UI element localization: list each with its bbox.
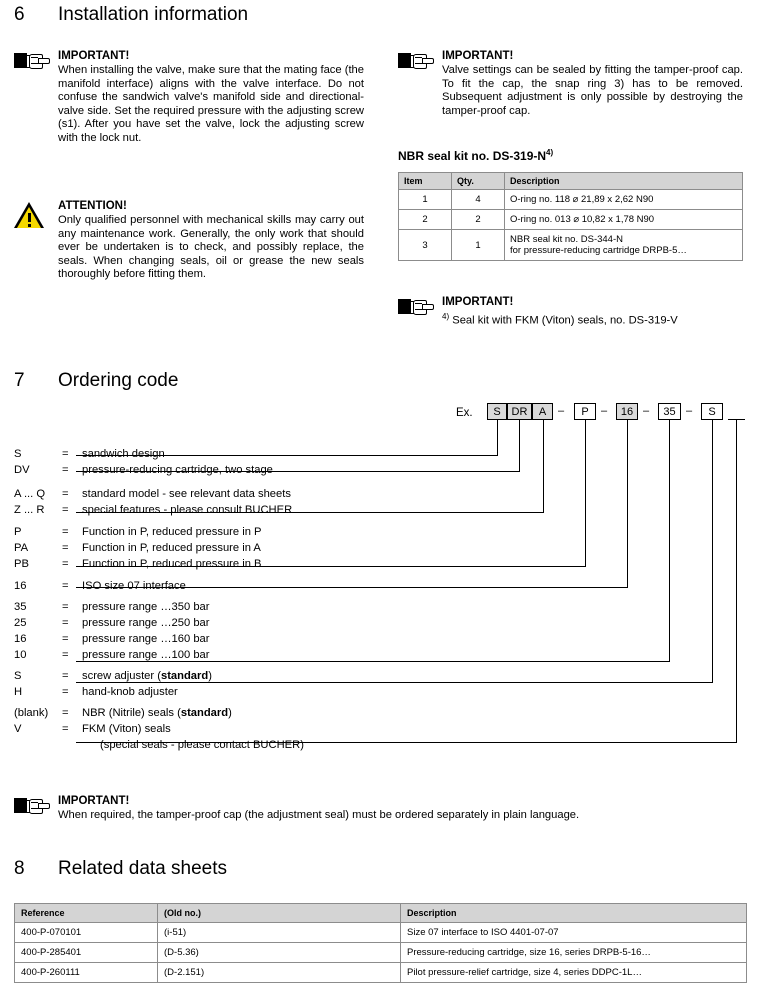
legend-key: S: [14, 448, 22, 460]
legend-equals: =: [62, 526, 69, 538]
cell-old-no: (D-5.36): [158, 943, 401, 963]
section-title: Installation information: [58, 4, 249, 25]
cell-description: [505, 230, 743, 261]
section-number: 6: [14, 4, 25, 25]
section-number: 7: [14, 370, 25, 391]
legend-description: FKM (Viton) seals: [82, 723, 171, 735]
code-box-adjuster[interactable]: S: [701, 403, 723, 420]
cell-description: Size 07 interface to ISO 4401-07-07: [401, 923, 747, 943]
note-attention: [14, 200, 364, 282]
legend-key: PA: [14, 542, 29, 554]
section-heading-ordering: [14, 370, 178, 392]
legend-equals: =: [62, 633, 69, 645]
table-row: [399, 230, 743, 261]
section-number: 8: [14, 858, 25, 879]
legend-key: 16: [14, 633, 27, 645]
note-title: IMPORTANT!: [442, 50, 514, 62]
legend-equals: =: [62, 649, 69, 661]
legend-key: Z ... R: [14, 504, 45, 516]
footnote-marker: 4): [442, 312, 450, 321]
connector-line: [669, 420, 670, 661]
legend-key: A ... Q: [14, 488, 46, 500]
section-heading-related: [14, 858, 227, 880]
example-label: Ex.: [456, 407, 473, 419]
legend-equals: =: [62, 580, 69, 592]
connector-line: [497, 420, 498, 455]
note-title: IMPORTANT!: [58, 50, 130, 62]
section-title: Ordering code: [58, 370, 179, 391]
legend-description: sandwich design: [82, 448, 165, 460]
legend-key: S: [14, 670, 22, 682]
column-header-description: Description: [505, 173, 743, 190]
legend-key: DV: [14, 464, 30, 476]
connector-line: [712, 420, 713, 682]
legend-key: P: [14, 526, 22, 538]
legend-description: special features - please consult BUCHER: [82, 504, 293, 516]
code-box-seals[interactable]: [728, 403, 745, 420]
legend-equals: =: [62, 686, 69, 698]
legend-key: PB: [14, 558, 29, 570]
table-row: [399, 190, 743, 210]
column-header-reference: Reference: [15, 904, 158, 923]
legend-equals: =: [62, 558, 69, 570]
cell-description: Pilot pressure-relief cartridge, size 4, series DDPC-1L…: [401, 963, 747, 983]
note-text: When required, the tamper-proof cap (the adjustment seal) must be ordered separately in plain language.: [58, 809, 580, 821]
column-header-old-no: (Old no.): [158, 904, 401, 923]
table-row: [15, 943, 747, 963]
note-title: ATTENTION!: [58, 200, 127, 212]
connector-line: [76, 682, 713, 683]
cell-reference: 400-P-285401: [15, 943, 158, 963]
related-data-sheets-table: [14, 903, 747, 983]
legend-equals: =: [62, 464, 69, 476]
note-important-right: [398, 50, 743, 118]
code-box-model[interactable]: A: [532, 403, 553, 420]
hand-pointer-icon: [398, 50, 442, 69]
cell-reference: 400-P-260111: [15, 963, 158, 983]
cell-item: 1: [399, 190, 452, 210]
code-box-design[interactable]: S: [487, 403, 507, 420]
warning-triangle-icon: [14, 200, 58, 229]
legend-equals: =: [62, 670, 69, 682]
note-important-fkm: [398, 296, 743, 328]
code-dash: –: [643, 405, 650, 417]
note-title: IMPORTANT!: [58, 795, 130, 807]
code-box-size[interactable]: 16: [616, 403, 638, 420]
code-box-pressure-range[interactable]: 35: [658, 403, 681, 420]
cell-qty: 1: [452, 230, 505, 261]
cell-old-no: (D-2.151): [158, 963, 401, 983]
legend-equals: =: [62, 707, 69, 719]
legend-equals: =: [62, 448, 69, 460]
seal-kit-title: [398, 148, 553, 163]
legend-equals: =: [62, 504, 69, 516]
cell-item: 3: [399, 230, 452, 261]
legend-description: ISO size 07 interface: [82, 580, 186, 592]
section-heading-installation: [14, 4, 248, 26]
legend-key: 16: [14, 580, 27, 592]
hand-pointer-icon: [14, 795, 58, 814]
legend-key: 35: [14, 601, 27, 613]
seal-kit-title-footnote: 4): [546, 148, 554, 157]
note-text: Valve settings can be sealed by fitting the tamper-proof cap. To fit the cap, the snap ring 3) has to be removed. Subsequent adjustment is only possible by destroying the tamper-proof cap.: [442, 64, 743, 117]
note-text: When installing the valve, make sure that the mating face (the manifold interface) aligns with the valve interface. Do not confuse the sandwich valve's manifold side and directional-valve side. Set the required pressure with the adjusting screw (s1). After you have set the valve, lock the adjusting screw with the lock nut.: [58, 64, 364, 144]
legend-equals: =: [62, 542, 69, 554]
seal-kit-table: [398, 172, 743, 261]
note-text: Only qualified personnel with mechanical skills may carry out any maintenance work. Generally, the only work that should ever be undertaken is to check, and possibly replace, the seals. When changing seals, oil or grease the new seals thoroughly before fitting them.: [58, 214, 364, 281]
connector-line: [543, 420, 544, 512]
cell-item: 2: [399, 210, 452, 230]
hand-pointer-icon: [398, 296, 442, 315]
legend-description: pressure range …100 bar: [82, 649, 210, 661]
note-important-bottom: [14, 795, 734, 823]
connector-line: [585, 420, 586, 566]
cell-description-line2: for pressure-reducing cartridge DRPB-5…: [510, 245, 687, 256]
code-dash: –: [558, 405, 565, 417]
connector-line: [736, 420, 737, 742]
connector-line: [627, 420, 628, 587]
legend-key: 10: [14, 649, 27, 661]
legend-key: 25: [14, 617, 27, 629]
code-box-function[interactable]: P: [574, 403, 596, 420]
connector-line: [519, 420, 520, 471]
code-dash: –: [686, 405, 693, 417]
code-box-cartridge[interactable]: DR: [507, 403, 532, 420]
note-title: IMPORTANT!: [442, 296, 514, 308]
seal-kit-title-text: NBR seal kit no. DS-319-N: [398, 149, 547, 163]
legend-description: pressure-reducing cartridge, two stage: [82, 464, 273, 476]
cell-old-no: (i-51): [158, 923, 401, 943]
legend-description: screw adjuster (standard): [82, 670, 212, 682]
note-important-left: [14, 50, 364, 146]
legend-key: (blank): [14, 707, 49, 719]
legend-description: NBR (Nitrile) seals (standard): [82, 707, 232, 719]
legend-equals: =: [62, 617, 69, 629]
cell-description: O-ring no. 013 ⌀ 10,82 x 1,78 N90: [505, 210, 743, 230]
code-dash: –: [601, 405, 608, 417]
table-header-row: [15, 904, 747, 923]
column-header-item: Item: [399, 173, 452, 190]
legend-description: Function in P, reduced pressure in B: [82, 558, 262, 570]
cell-qty: 2: [452, 210, 505, 230]
column-header-qty: Qty.: [452, 173, 505, 190]
note-text: [442, 310, 743, 328]
cell-description-line1: NBR seal kit no. DS-344-N: [510, 234, 623, 245]
cell-description: O-ring no. 118 ⌀ 21,89 x 2,62 N90: [505, 190, 743, 210]
legend-key: H: [14, 686, 23, 698]
column-header-description: Description: [401, 904, 747, 923]
cell-reference: 400-P-070101: [15, 923, 158, 943]
cell-description: Pressure-reducing cartridge, size 16, series DRPB-5-16…: [401, 943, 747, 963]
cell-qty: 4: [452, 190, 505, 210]
legend-description: hand-knob adjuster: [82, 686, 178, 698]
legend-equals: =: [62, 488, 69, 500]
legend-description: Function in P, reduced pressure in A: [82, 542, 261, 554]
table-row: [15, 963, 747, 983]
legend-description: (special seals - please contact BUCHER): [100, 739, 304, 751]
note-text-body: Seal kit with FKM (Viton) seals, no. DS-319-V: [452, 314, 678, 327]
table-header-row: [399, 173, 743, 190]
legend-equals: =: [62, 723, 69, 735]
section-title: Related data sheets: [58, 858, 228, 879]
hand-pointer-icon: [14, 50, 58, 69]
legend-equals: =: [62, 601, 69, 613]
legend-description: standard model - see relevant data sheets: [82, 488, 291, 500]
legend-description: pressure range …350 bar: [82, 601, 210, 613]
table-row: [399, 210, 743, 230]
legend-description: Function in P, reduced pressure in P: [82, 526, 262, 538]
legend-description: pressure range …250 bar: [82, 617, 210, 629]
legend-key: V: [14, 723, 22, 735]
table-row: [15, 923, 747, 943]
connector-line: [76, 661, 670, 662]
legend-description: pressure range …160 bar: [82, 633, 210, 645]
